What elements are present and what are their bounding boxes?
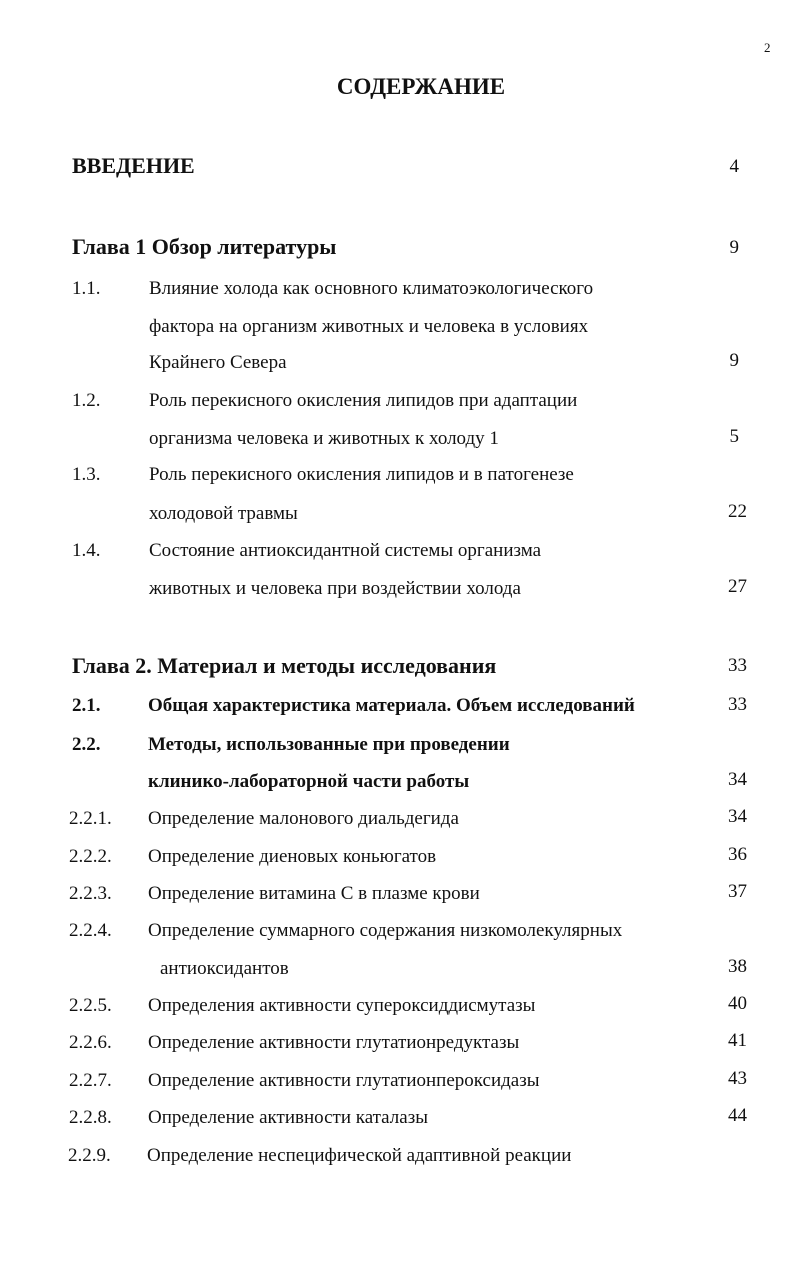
toc-label: ВВЕДЕНИЕ bbox=[72, 153, 195, 178]
toc-number: 2.2.5. bbox=[69, 995, 112, 1016]
toc-text: фактора на организм животных и человека в условиях bbox=[149, 316, 589, 337]
toc-number: 2.2.2. bbox=[69, 846, 112, 867]
toc-text: организма человека и животных к холоду 1 bbox=[149, 428, 499, 449]
toc-text: Определение активности глутатионпероксидазы bbox=[148, 1070, 540, 1091]
toc-page: 4 bbox=[729, 156, 739, 177]
toc-page: 43 bbox=[728, 1068, 747, 1089]
toc-text: Определение диеновых коньюгатов bbox=[148, 846, 437, 867]
toc-text: животных и человека при воздействии холода bbox=[149, 578, 521, 599]
toc-number: 2.2.1. bbox=[69, 808, 112, 829]
toc-page: 27 bbox=[728, 576, 747, 597]
toc-page: 34 bbox=[728, 806, 747, 827]
toc-page: 44 bbox=[728, 1105, 747, 1126]
toc-text: Состояние антиоксидантной системы организма bbox=[149, 540, 542, 561]
toc-text: холодовой травмы bbox=[149, 503, 298, 524]
toc-page: 38 bbox=[728, 956, 747, 977]
toc-text: Методы, использованные при проведении bbox=[148, 734, 510, 755]
toc-number: 2.2.3. bbox=[69, 883, 112, 904]
toc-page: 33 bbox=[728, 655, 747, 676]
toc-text: Общая характеристика материала. Объем исследований bbox=[148, 695, 635, 716]
toc-text: Роль перекисного окисления липидов и в патогенезе bbox=[149, 464, 574, 485]
page-title: СОДЕРЖАНИЕ bbox=[336, 74, 506, 99]
toc-number: 2.2.8. bbox=[69, 1107, 112, 1128]
toc-number: 1.3. bbox=[72, 464, 101, 485]
toc-text: клинико-лабораторной части работы bbox=[148, 771, 470, 792]
toc-page: 34 bbox=[728, 769, 747, 790]
toc-text: Определение неспецифической адаптивной реакции bbox=[147, 1145, 572, 1166]
toc-text: Определение витамина С в плазме крови bbox=[148, 883, 480, 904]
toc-number: 2.2. bbox=[72, 734, 101, 755]
toc-text: Определение малонового диальдегида bbox=[148, 808, 459, 829]
toc-page: 37 bbox=[728, 881, 747, 902]
toc-label: Глава 1 Обзор литературы bbox=[72, 234, 337, 259]
toc-text: Роль перекисного окисления липидов при адаптации bbox=[149, 390, 578, 411]
toc-page: 36 bbox=[728, 844, 747, 865]
toc-number: 2.2.7. bbox=[69, 1070, 112, 1091]
toc-text: Определения активности супероксиддисмутазы bbox=[148, 995, 536, 1016]
toc-text: Определение активности каталазы bbox=[148, 1107, 428, 1128]
toc-text: Определение активности глутатионредуктазы bbox=[148, 1032, 520, 1053]
toc-number: 2.2.4. bbox=[69, 920, 112, 941]
toc-text: Крайнего Севера bbox=[149, 352, 287, 373]
toc-number: 2.1. bbox=[72, 695, 101, 716]
toc-number: 2.2.6. bbox=[69, 1032, 112, 1053]
page-number: 2 bbox=[764, 40, 771, 55]
toc-number: 1.1. bbox=[72, 278, 101, 299]
toc-number: 1.4. bbox=[72, 540, 101, 561]
toc-number: 2.2.9. bbox=[68, 1145, 111, 1166]
toc-page: 9 bbox=[729, 350, 739, 371]
toc-page: 5 bbox=[729, 426, 739, 447]
toc-text: антиоксидантов bbox=[160, 958, 289, 979]
toc-label: Глава 2. Материал и методы исследования bbox=[72, 653, 497, 678]
toc-number: 1.2. bbox=[72, 390, 101, 411]
toc-page: 40 bbox=[728, 993, 747, 1014]
toc-page: 9 bbox=[729, 237, 739, 258]
toc-page: 41 bbox=[728, 1030, 747, 1051]
toc-text: Влияние холода как основного климатоэкологического bbox=[149, 278, 594, 299]
toc-text: Определение суммарного содержания низкомолекулярных bbox=[148, 920, 623, 941]
toc-page: 22 bbox=[728, 501, 747, 522]
toc-page: 33 bbox=[728, 694, 747, 715]
